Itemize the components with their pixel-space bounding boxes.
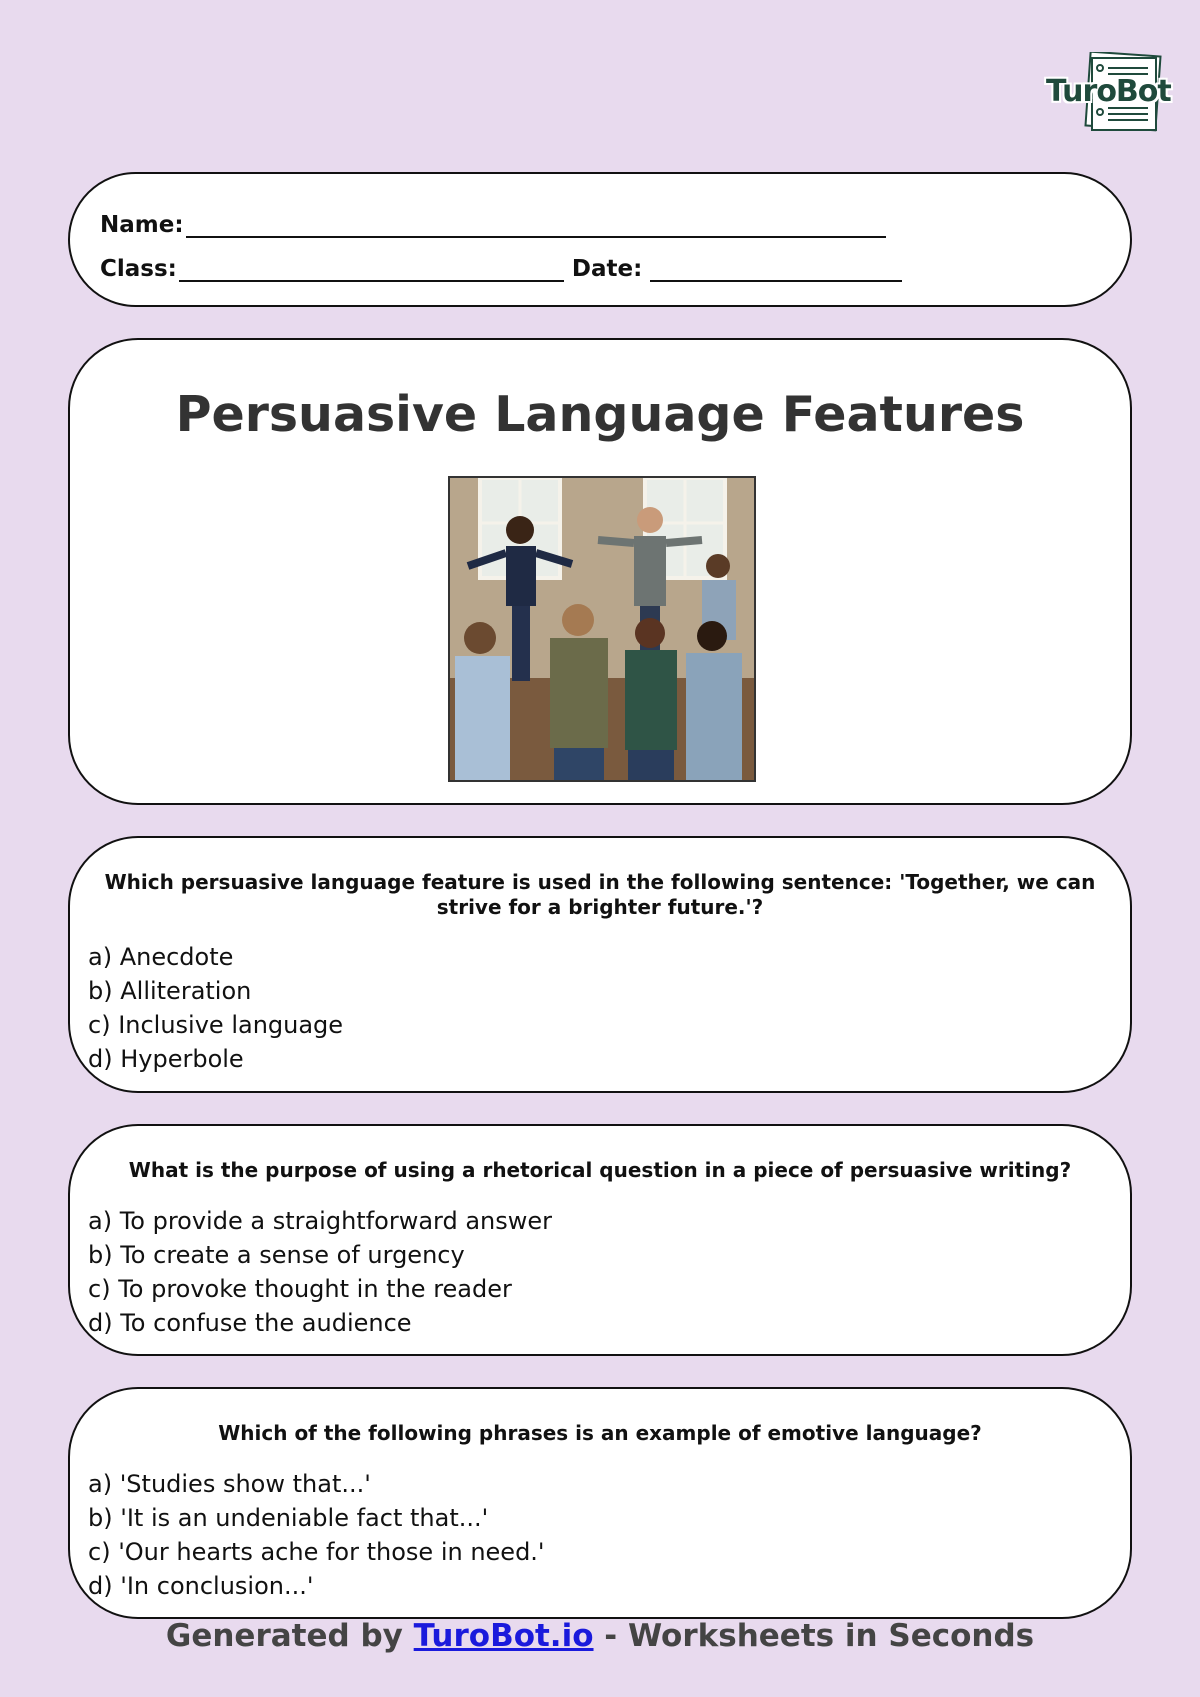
footer-suffix: - Worksheets in Seconds (593, 1618, 1035, 1654)
question-text: What is the purpose of using a rhetorical question in a piece of persuasive writing? (128, 1158, 1072, 1182)
date-label: Date: (571, 256, 643, 282)
name-field[interactable] (186, 214, 886, 238)
student-info-card (68, 172, 1132, 307)
options-list (88, 1467, 545, 1603)
options-list (88, 940, 343, 1076)
turobot-link[interactable]: TuroBot.io (413, 1618, 594, 1654)
name-row (100, 212, 886, 238)
option-a[interactable]: a) 'Studies show that...' (88, 1470, 371, 1498)
title-card (68, 338, 1132, 805)
option-b[interactable]: b) Alliteration (88, 977, 252, 1005)
footer-prefix: Generated by (165, 1618, 414, 1654)
option-b[interactable]: b) To create a sense of urgency (88, 1241, 465, 1269)
option-b[interactable]: b) 'It is an undeniable fact that...' (88, 1504, 489, 1532)
logo-text: TuroBot (1046, 74, 1171, 109)
option-d[interactable]: d) To confuse the audience (88, 1309, 412, 1337)
class-field[interactable] (179, 258, 564, 282)
turobot-logo (1046, 52, 1171, 136)
worksheet-title: Persuasive Language Features (175, 386, 1025, 443)
option-c[interactable]: c) Inclusive language (88, 1011, 344, 1039)
option-d[interactable]: d) Hyperbole (88, 1045, 244, 1073)
question-card-1 (68, 836, 1132, 1093)
question-text: Which persuasive language feature is used in the following sentence: 'Together, we can strive for a brighter future.'? (104, 870, 1096, 919)
class-label: Class: (100, 256, 177, 282)
people-illustration (450, 478, 754, 780)
option-a[interactable]: a) To provide a straightforward answer (88, 1207, 553, 1235)
question-text: Which of the following phrases is an example of emotive language? (218, 1421, 982, 1445)
illustration-image (448, 476, 756, 782)
option-d[interactable]: d) 'In conclusion...' (88, 1572, 314, 1600)
name-label: Name: (100, 212, 184, 238)
option-c[interactable]: c) 'Our hearts ache for those in need.' (88, 1538, 545, 1566)
options-list (88, 1204, 552, 1340)
date-field[interactable] (650, 258, 902, 282)
class-date-row (100, 256, 902, 282)
option-a[interactable]: a) Anecdote (88, 943, 234, 971)
question-card-2 (68, 1124, 1132, 1356)
option-c[interactable]: c) To provoke thought in the reader (88, 1275, 512, 1303)
footer-credit (0, 1618, 1200, 1654)
question-card-3 (68, 1387, 1132, 1619)
